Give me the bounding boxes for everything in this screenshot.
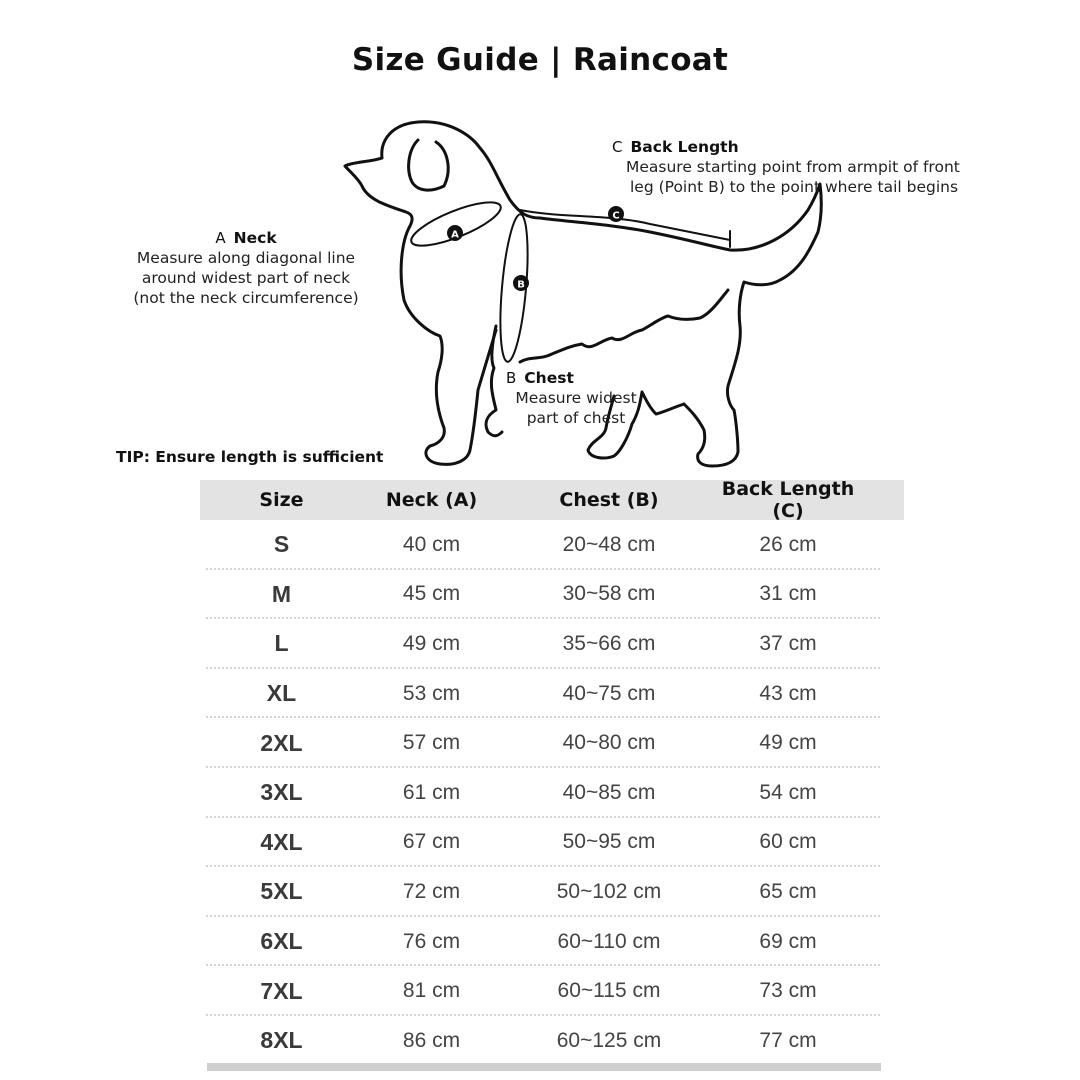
table-row	[200, 619, 904, 669]
cell-size: 5XL	[260, 878, 303, 905]
svg-text:C: C	[612, 210, 620, 222]
table-header	[200, 480, 904, 520]
cell-neck: 86 cm	[402, 1028, 461, 1052]
cell-neck: 57 cm	[402, 731, 461, 755]
svg-text:B: B	[517, 279, 525, 291]
neck-letter: A	[215, 229, 226, 247]
cell-neck: 76 cm	[402, 929, 461, 953]
chest-heading: Chest	[524, 369, 574, 387]
table-row	[200, 669, 904, 719]
cell-neck: 81 cm	[402, 979, 461, 1003]
cell-chest: 35~66 cm	[562, 631, 656, 655]
cell-size: XL	[266, 680, 297, 707]
table-row	[200, 768, 904, 818]
table-row	[200, 867, 904, 917]
table-row	[200, 966, 904, 1016]
neck-measure-ellipse	[407, 194, 506, 254]
table-body	[200, 520, 904, 1066]
back-length-label	[612, 137, 1022, 197]
cell-chest: 60~125 cm	[556, 1028, 662, 1052]
cell-neck: 49 cm	[402, 631, 461, 655]
table-row	[200, 718, 904, 768]
chest-desc-line: part of chest	[526, 409, 626, 427]
cell-chest: 40~80 cm	[562, 731, 656, 755]
header-chest: Chest (B)	[559, 489, 659, 511]
cell-back-length: 60 cm	[759, 830, 817, 854]
back-measure-line	[520, 210, 730, 240]
neck-desc-line: Measure along diagonal line	[136, 249, 356, 267]
cell-back-length: 69 cm	[759, 929, 817, 953]
cell-back-length: 31 cm	[759, 582, 817, 606]
cell-chest: 30~58 cm	[562, 582, 656, 606]
cell-size: 6XL	[260, 928, 303, 955]
cell-neck: 61 cm	[402, 780, 461, 804]
cell-back-length: 26 cm	[759, 532, 817, 556]
header-size: Size	[259, 489, 304, 511]
cell-neck: 67 cm	[402, 830, 461, 854]
cell-size: L	[274, 630, 289, 657]
cell-size: M	[271, 580, 292, 607]
cell-size: 2XL	[260, 729, 303, 756]
svg-text:A: A	[451, 229, 459, 241]
dog-ear-outline	[409, 140, 449, 190]
chest-label	[486, 368, 666, 428]
dog-head-outline	[382, 122, 540, 218]
table-bottom-bar	[207, 1063, 881, 1071]
chest-letter: B	[506, 369, 517, 387]
cell-size: 7XL	[260, 977, 303, 1004]
cell-size: 3XL	[260, 779, 303, 806]
cell-neck: 40 cm	[402, 532, 461, 556]
table-row	[200, 1016, 904, 1066]
header-back-length: Back Length (C)	[721, 478, 855, 522]
cell-chest: 40~85 cm	[562, 780, 656, 804]
header-neck: Neck (A)	[385, 489, 478, 511]
cell-neck: 53 cm	[402, 681, 461, 705]
back-heading: Back Length	[630, 138, 739, 156]
tip-text: TIP: Ensure length is sufficient	[116, 448, 384, 466]
marker-a	[447, 225, 463, 241]
cell-back-length: 37 cm	[759, 631, 817, 655]
chest-desc-line: Measure widest	[515, 389, 637, 407]
cell-back-length: 49 cm	[759, 731, 817, 755]
cell-neck: 72 cm	[402, 879, 461, 903]
neck-heading: Neck	[233, 229, 277, 247]
cell-back-length: 43 cm	[759, 681, 817, 705]
cell-back-length: 65 cm	[759, 879, 817, 903]
table-row	[200, 818, 904, 868]
neck-label	[106, 228, 386, 308]
cell-chest: 60~115 cm	[557, 979, 661, 1003]
cell-chest: 50~95 cm	[562, 830, 656, 854]
cell-chest: 50~102 cm	[556, 879, 662, 903]
size-table	[200, 480, 904, 1066]
cell-size: 8XL	[260, 1027, 303, 1054]
marker-c	[608, 206, 624, 222]
cell-chest: 20~48 cm	[562, 532, 656, 556]
dog-belly-outline	[520, 290, 728, 362]
neck-desc-line: around widest part of neck	[141, 269, 351, 287]
table-row	[200, 917, 904, 967]
back-desc-line: leg (Point B) to the point where tail begins	[630, 178, 959, 196]
neck-desc-line: (not the neck circumference)	[133, 289, 359, 307]
cell-chest: 40~75 cm	[562, 681, 656, 705]
back-desc-line: Measure starting point from armpit of front	[626, 158, 960, 176]
table-row	[200, 570, 904, 620]
dog-front-outline	[401, 226, 496, 464]
page-title: Size Guide | Raincoat	[351, 42, 729, 78]
cell-neck: 45 cm	[402, 582, 461, 606]
table-row	[200, 520, 904, 570]
cell-chest: 60~110 cm	[557, 929, 661, 953]
cell-size: S	[273, 531, 290, 558]
cell-back-length: 73 cm	[759, 979, 817, 1003]
cell-back-length: 77 cm	[759, 1028, 817, 1052]
marker-b	[513, 275, 529, 291]
dog-snout-outline	[345, 158, 412, 226]
cell-back-length: 54 cm	[759, 780, 817, 804]
back-letter: C	[612, 138, 623, 156]
cell-size: 4XL	[260, 828, 303, 855]
